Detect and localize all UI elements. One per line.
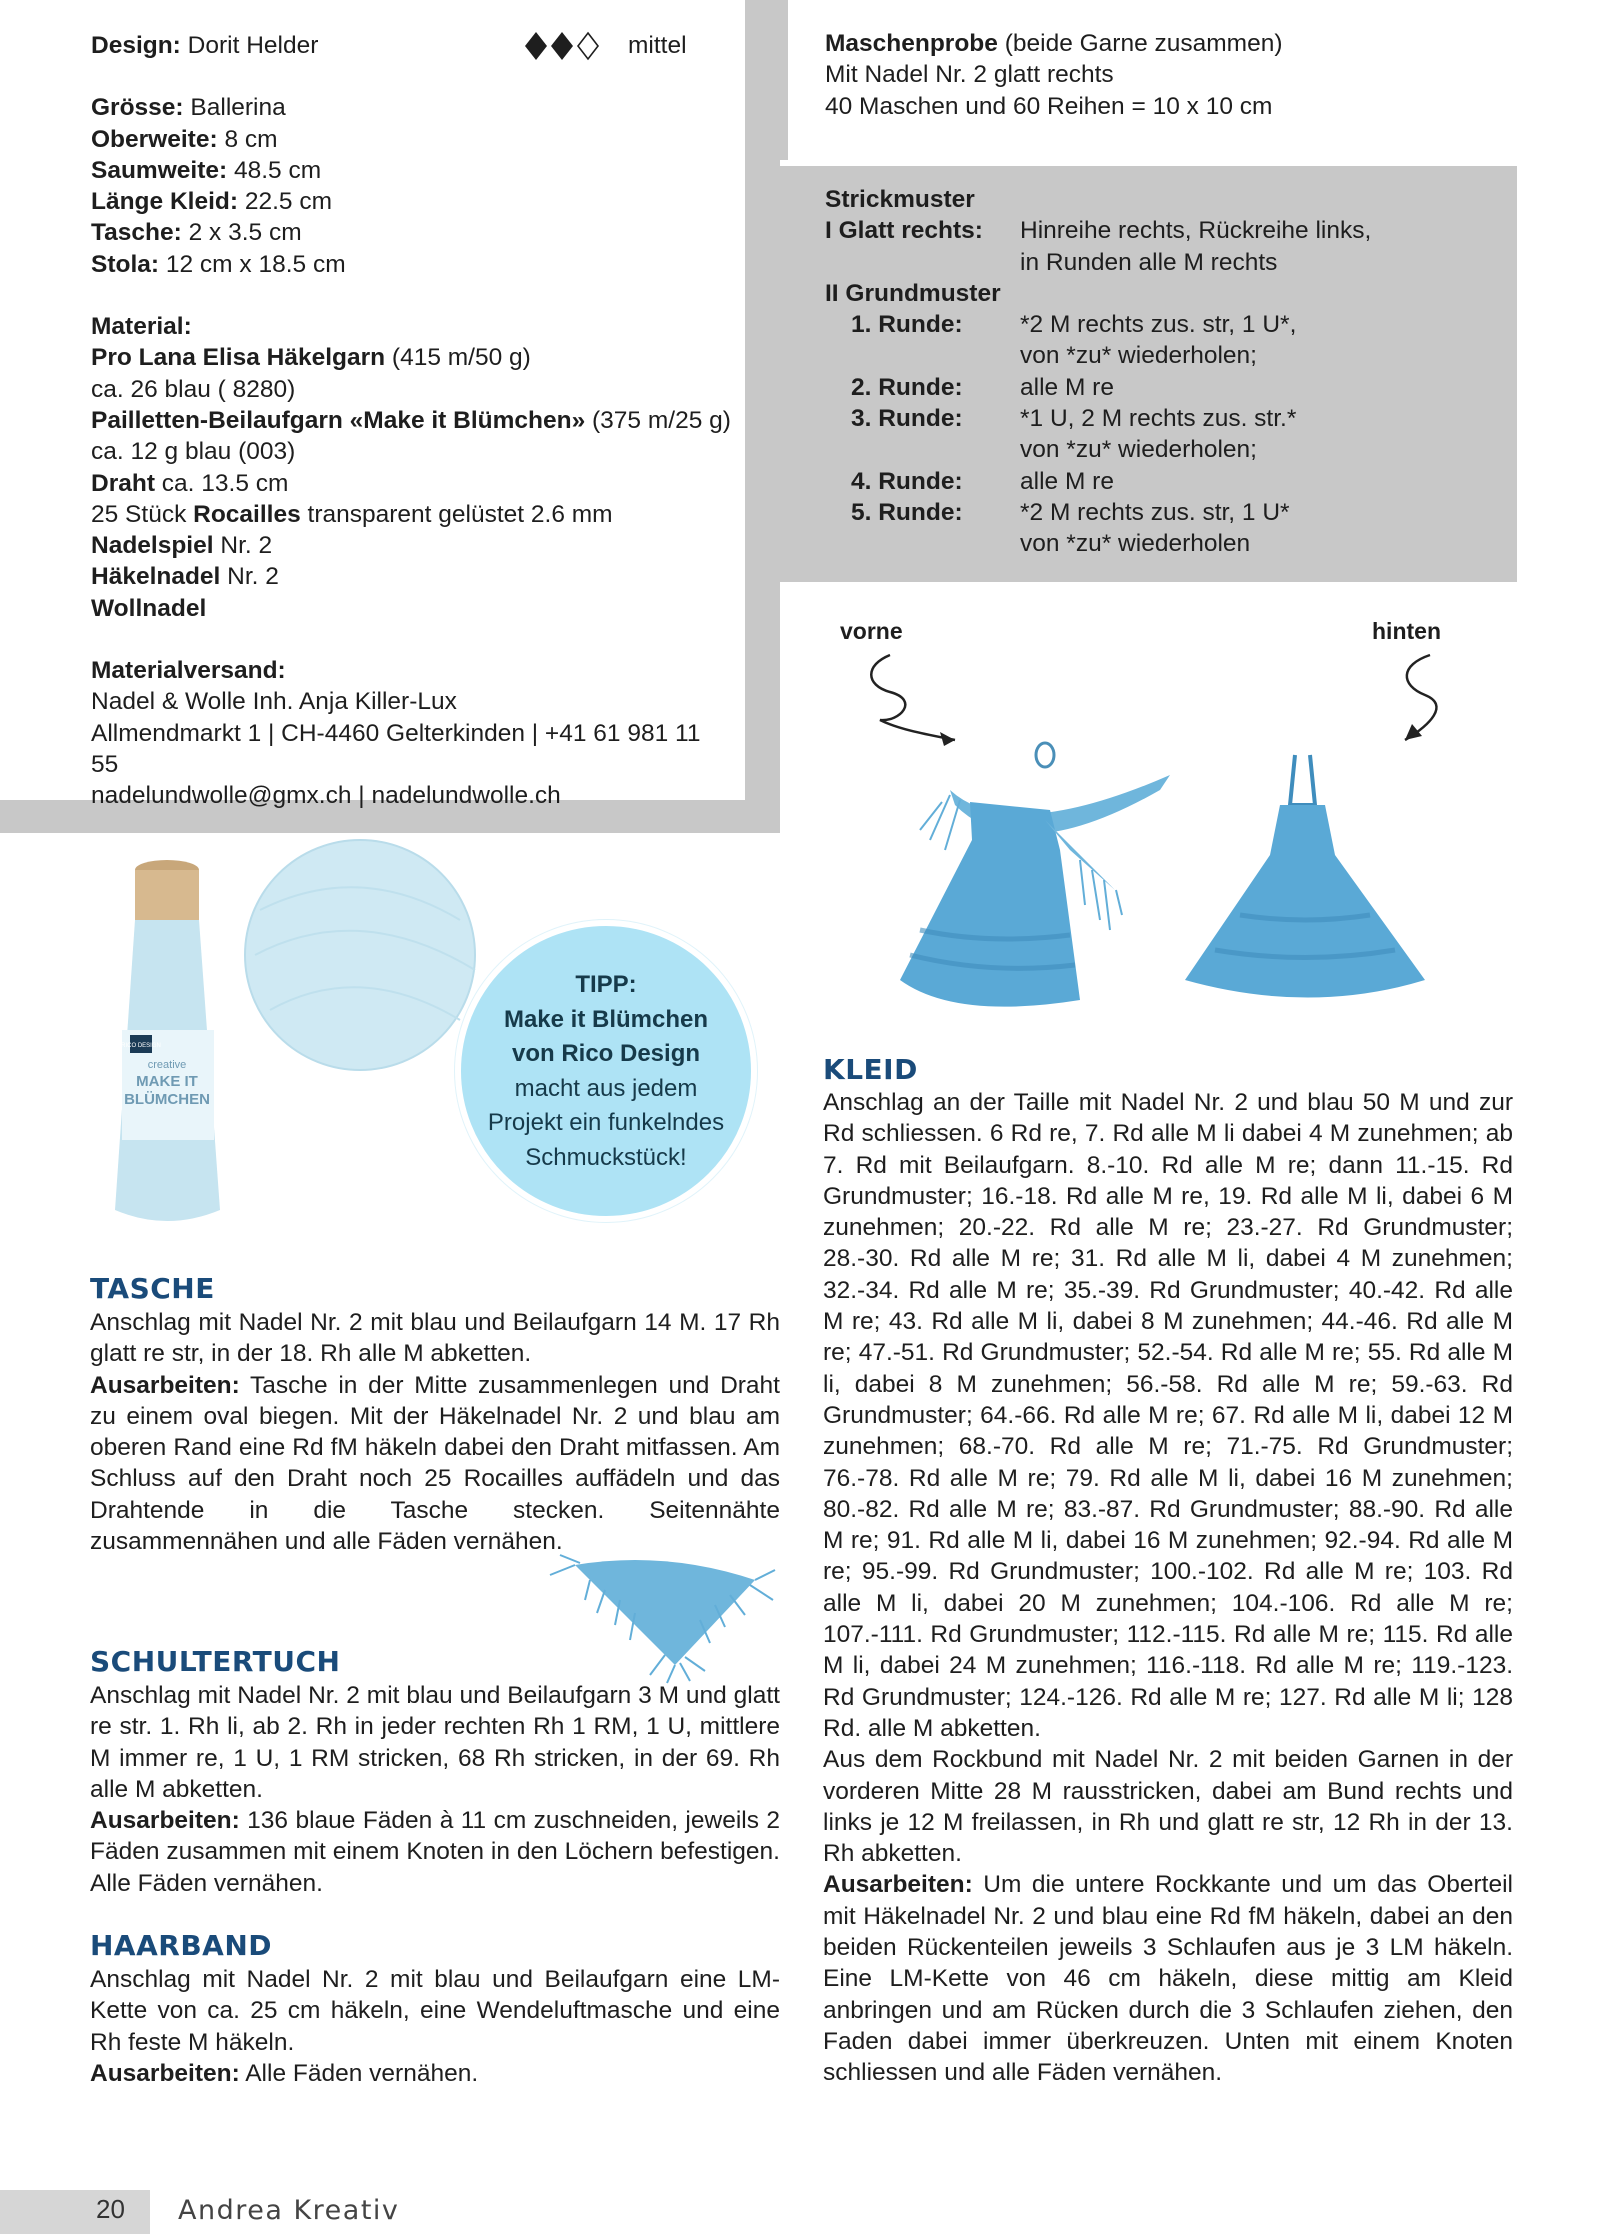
difficulty-label: mittel [628,32,687,59]
gauge-panel-divider [780,0,788,160]
stitch-pattern-row-label: 4. Runde: [851,467,963,495]
brand-small: RICO DESIGN [121,1043,161,1049]
stitch-pattern-rows [825,215,1495,559]
tip-text [474,968,738,1175]
product-name-line1: MAKE IT [136,1073,198,1090]
shipping-line2: Allmendmarkt 1 | CH-4460 Gelterkinden | +41 61 981 11 55 [91,719,701,778]
haarband-paragraph1: Anschlag mit Nadel Nr. 2 mit blau und Beilaufgarn eine LM-Kette von ca. 25 cm häkeln, eine Wendeluftmasche und eine Rh feste M häkeln. [90,1966,780,2056]
dress-back-photo [1180,745,1430,1010]
stitch-pattern-row-label [825,340,1020,371]
section-schultertuch [90,1680,780,1899]
section-heading-kleid: KLEID [823,1053,918,1086]
stole-triangle [575,1560,755,1665]
section-heading-schultertuch: SCHULTERTUCH [90,1645,341,1678]
stitch-pattern-row-label: II Grundmuster [825,279,1001,307]
photo-label-back: hinten [1372,618,1441,644]
section-kleid [823,1087,1513,2089]
tip-line1: macht aus jedem [514,1074,698,1102]
stitch-pattern-row [825,434,1495,465]
stitch-pattern-row-value: alle M re [1020,467,1114,495]
schultertuch-paragraph1: Anschlag mit Nadel Nr. 2 mit blau und Beilaufgarn 3 M und glatt re str. 1. Rh li, ab 2. Rh in jeder rechten Rh 1 RM, 1 U, mittlere M immer re, 1 U, 1 RM stricken, 68 Rh stricken, in der 69. Rh alle M abketten. [90,1682,780,1803]
stitch-pattern-row-label: 1. Runde: [851,311,963,339]
stitch-pattern-text [825,184,1495,560]
stitch-pattern-row [825,372,1495,403]
kleid-paragraph1: Anschlag an der Taille mit Nadel Nr. 2 und blau 50 M und zur Rd schliessen. 6 Rd re, 7. Rd alle M li dabei 4 M zunehmen; ab 7. Rd mit Beilaufgarn. 8.-10. Rd alle M re; dann 11.-15. Rd Grundmuster; 16.-18. Rd alle M re, 19. Rd alle M li, dabei 6 M zunehmen; 20.-22. Rd alle M re; 23.-27. Rd Grundmuster; 28.-30. Rd alle M re; 31. Rd alle M li, dabei 4 M zunehmen; 32.-34. Rd alle M re; 35.-39. Rd Grundmuster; 40.-42. Rd alle M re; 43. Rd alle M li, dabei 8 M zunehmen; 44.-46. Rd alle M re; 47.-51. Rd Grundmuster; 52.-54. Rd alle M re; 55. Rd alle M li, dabei 8 M zunehmen; 56.-58. Rd alle M re; 59.-63. Rd Grundmuster; 64.-66. Rd alle M re; 67. Rd alle M li, dabei 12 M zunehmen; 68.-70. Rd alle M re; 71.-75. Rd Grundmuster; 76.-78. Rd alle M re; 79. Rd alle M li, dabei 16 M zunehmen; 80.-82. Rd alle M re; 83.-87. Rd Grundmuster; 88.-90. Rd alle M re; 91. Rd alle M li, dabei 16 M zunehmen; 92.-94. Rd alle M re; 95.-99. Rd Grundmuster; 100.-102. Rd alle M re; 103. Rd alle M li, dabei 20 M zunehmen; 104.-106. Rd alle M re; 107.-111. Rd Grundmuster; 112.-115. Rd alle M re; 115. Rd alle M li, dabei 24 M zunehmen; 116.-118. Rd alle M re; 119.-123. Rd Grundmuster; 124.-126. Rd alle M re; 127. Rd alle M li; 128 Rd. alle M abketten. [823,1089,1513,1742]
yarn-ball [245,840,475,1070]
stitch-pattern-row [825,278,1495,309]
hook-line: Häkelnadel Nr. 2 [91,563,279,591]
length-line: Länge Kleid: 22.5 cm [91,188,332,216]
stitch-pattern-row [825,466,1495,497]
bag-line: Tasche: 2 x 3.5 cm [91,219,302,247]
stitch-pattern-row [825,403,1495,434]
photo-label-front: vorne [840,618,903,644]
stitch-pattern-row-label: 5. Runde: [851,498,963,526]
section-haarband [90,1964,780,2089]
info-panel-text [91,30,731,812]
tip-title: TIPP: [575,971,637,998]
stitch-pattern-row-value [1001,278,1495,309]
stitch-pattern-row-value: von *zu* wiederholen; [1020,436,1257,464]
yarn2-amount: ca. 12 g blau (003) [91,438,296,466]
stitch-pattern-row [825,340,1495,371]
wire-line: Draht ca. 13.5 cm [91,469,289,497]
beads-line: 25 Stück Rocailles transparent gelüstet 2.6 mm [91,500,613,528]
material-heading: Material: [91,313,192,341]
kleid-paragraph3: Ausarbeiten: Um die untere Rockkante und um das Oberteil mit Häkelnadel Nr. 2 und blau eine Rd fM häkeln, dabei an den beiden Rückenteilen jeweils 3 Schlaufen aus je 3 LM häkeln. Eine LM-Kette von 46 cm häkeln, diese mittig am Kleid anbringen und am Rücken durch die 3 Schlaufen ziehen, den Faden dabei immer überkreuzen. Unten mit einem Knoten schliessen und alle Fäden vernähen. [823,1871,1513,2087]
shipping-line3: nadelundwolle@gmx.ch | nadelundwolle.ch [91,782,561,810]
stitch-pattern-row [825,247,1495,278]
stitch-pattern-row-value: alle M re [1020,373,1114,401]
tip-bold-line1: Make it Blümchen [503,1005,709,1033]
hem-line: Saumweite: 48.5 cm [91,156,322,184]
yarn1-amount: ca. 26 blau ( 8280) [91,375,296,403]
design-line: Design: Dorit Helder [91,32,319,59]
tip-bold-line2: von Rico Design [511,1040,701,1067]
chest-line: Oberweite: 8 cm [91,125,278,153]
gauge-heading: Maschenprobe (beide Garne zusammen) [825,30,1283,57]
stitch-pattern-heading: Strickmuster [825,186,975,213]
product-name-line2: BLÜMCHEN [124,1091,210,1108]
gauge-line2: 40 Maschen und 60 Reihen = 10 x 10 cm [825,92,1273,120]
stitch-pattern-row-label [825,434,1020,465]
stole-line: Stola: 12 cm x 18.5 cm [91,250,346,278]
haarband-paragraph2: Ausarbeiten: Alle Fäden vernähen. [90,2059,479,2087]
dress-back-skirt [1185,805,1425,998]
stitch-pattern-row-value: Hinreihe rechts, Rückreihe links, [1020,217,1372,245]
gauge-text [825,28,1485,122]
magazine-title: Andrea Kreativ [178,2195,400,2226]
kleid-paragraph2: Aus dem Rockbund mit Nadel Nr. 2 mit beiden Garnen in der vorderen Mitte 28 M rausstricken, dabei am Bund rechts und links je 12 M freilassen, in Rh und glatt re str, 12 Rh in der 13. Rh abketten. [823,1746,1513,1868]
section-heading-tasche: TASCHE [90,1272,215,1305]
footer-page-tab [0,2190,150,2234]
needles-line: Nadelspiel Nr. 2 [91,532,273,560]
shipping-line1: Nadel & Wolle Inh. Anja Killer-Lux [91,688,457,716]
stitch-pattern-row-value: *2 M rechts zus. str, 1 U*, [1020,311,1297,339]
stitch-pattern-row-label [825,247,1020,278]
stitch-pattern-row [825,309,1495,340]
yarn-product-photo [110,860,470,1240]
schultertuch-paragraph2: Ausarbeiten: 136 blaue Fäden à 11 cm zuschneiden, jeweils 2 Fäden zusammen mit einem Knoten in den Löchern befestigen. Alle Fäden vernähen. [90,1807,780,1897]
stitch-pattern-row-label [825,528,1020,559]
section-heading-haarband: HAARBAND [90,1929,273,1962]
tip-line3: Schmuckstück! [525,1143,687,1171]
stitch-pattern-row-value: von *zu* wiederholen [1020,530,1251,558]
stitch-pattern-row [825,215,1495,246]
product-creative: creative [147,1059,187,1071]
wool-needle-line: Wollnadel [91,594,207,622]
page-number: 20 [96,2194,125,2224]
stitch-pattern-row [825,497,1495,528]
stitch-pattern-row [825,528,1495,559]
yarn2-line: Pailletten-Beilaufgarn «Make it Blümchen» (375 m/25 g) [91,406,731,434]
tasche-paragraph1: Anschlag mit Nadel Nr. 2 mit blau und Beilaufgarn 14 M. 17 Rh glatt re str, in der 18. Rh alle M abketten. [90,1309,780,1368]
stitch-pattern-row-value: in Runden alle M rechts [1020,248,1278,276]
size-line: Grösse: Ballerina [91,94,286,122]
stitch-pattern-row-label: I Glatt rechts: [825,217,983,245]
stitch-pattern-row-value: *2 M rechts zus. str, 1 U* [1020,498,1290,526]
tasche-paragraph2: Ausarbeiten: Tasche in der Mitte zusammenlegen und Draht zu einem oval biegen. Mit der Häkelnadel Nr. 2 und blau am oberen Rand eine Rd fM häkeln dabei den Draht mitfassen. Am Schluss auf den Draht noch 25 Rocailles auffädeln und das Drahtende in die Tasche stecken. Seitennähte zusammennähen und alle Fäden vernähen. [90,1371,780,1556]
section-tasche [90,1307,780,1557]
yarn1-line: Pro Lana Elisa Häkelgarn (415 m/50 g) [91,344,531,372]
hairband-loop [1036,743,1054,767]
arrow-back-icon [1370,650,1450,750]
stitch-pattern-row-value: von *zu* wiederholen; [1020,342,1257,370]
dress-skirt [900,802,1080,1007]
tip-line2: Projekt ein funkelndes [487,1109,725,1136]
stitch-pattern-row-label: 3. Runde: [851,405,963,433]
shipping-heading: Materialversand: [91,657,286,685]
dress-front-photo [860,730,1180,1020]
stitch-pattern-row-label: 2. Runde: [851,373,963,401]
stole-photo [545,1545,780,1685]
stitch-pattern-row-value: *1 U, 2 M rechts zus. str.* [1020,405,1297,433]
gauge-line1: Mit Nadel Nr. 2 glatt rechts [825,61,1114,89]
